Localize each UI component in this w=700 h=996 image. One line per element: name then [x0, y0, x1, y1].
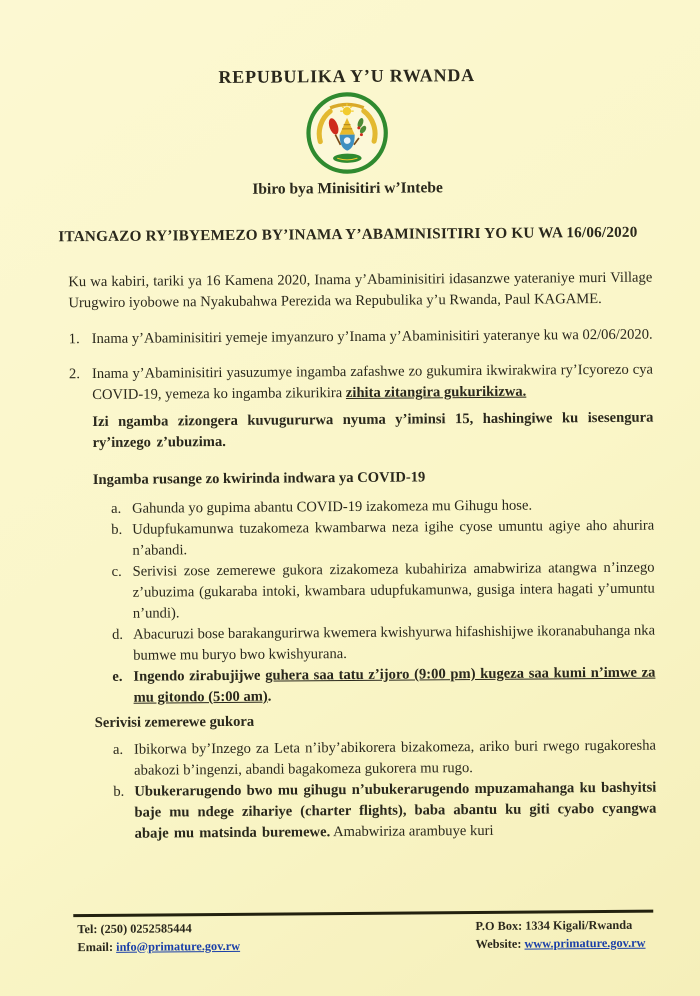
- pobox-line: P.O Box: 1334 Kigali/Rwanda: [475, 917, 633, 934]
- decision-item-2: [69, 360, 653, 407]
- list-marker: e.: [112, 668, 123, 685]
- curfew-lead: Ingendo zirabujijwe: [133, 667, 266, 685]
- website-label: Website:: [475, 936, 525, 951]
- general-measures-list: [111, 495, 656, 709]
- footer-divider: [73, 910, 653, 918]
- list-item-c: [111, 558, 654, 625]
- email-link[interactable]: info@primature.gov.rw: [116, 938, 241, 954]
- footer-contact-block: [77, 917, 645, 956]
- list-item-a: [113, 736, 656, 782]
- list-marker: c.: [111, 563, 122, 580]
- section-heading-allowed-services: Serivisi zemerewe gukora: [94, 713, 255, 732]
- office-title: Ibiro bya Minisitiri w’Intebe: [252, 179, 443, 198]
- decision-item-1-text: Inama y’Abaminisitiri yemeje imyanzuro y’Inama y’Abaminisitiri yateranye ku wa 02/06/2020.: [91, 326, 653, 348]
- document-body: [0, 267, 700, 845]
- website-line: [476, 934, 646, 953]
- service-tourism: [134, 778, 656, 845]
- list-marker: 2.: [68, 366, 81, 383]
- service-government-work: Ibikorwa by’Inzego za Leta n’iby’abikorera bizakomeza, ariko buri rwego rugakoresha abakozi b’ingenzi, abandi bagakomeza gukorera mu rugo.: [133, 737, 657, 779]
- list-item-b: [113, 778, 656, 845]
- rwanda-coat-of-arms-icon: [305, 91, 390, 176]
- list-item-e: [112, 663, 655, 709]
- tourism-normal-text: Amabwiriza arambuye kuri: [330, 822, 494, 841]
- measure-services-guidelines: Serivisi zose zemerewe gukora zizakomeza kubahiriza amabwiriza atangwa n’inzego z’ubuzima (gukaraba intoki, kwambara udupfukamunwa, gusiga intera hagati y’umuntu n’undi).: [132, 559, 655, 622]
- measure-testing: Gahunda yo gupima abantu COVID-19 izakomeza mu Gihugu hose.: [132, 497, 533, 517]
- tourism-bold-text: Ubukerarugendo bwo mu gihugu n’ubukerarugendo mpuzamahanga ku bashyitsi baje mu ndege zihariye (charter flights), baba abantu ku giti cyabo cyangwa abaje mu matsinda buremewe.: [134, 779, 657, 842]
- review-note: Izi ngamba zizongera kuvugururwa nyuma y’iminsi 15, hashingiwe ku isesengura ry’inzego z’ubuzima.: [92, 409, 654, 452]
- allowed-services-list: [113, 736, 657, 845]
- document-title: ITANGAZO RY’IBYEMEZO BY’INAMA Y’ABAMINISITIRI YO KU WA 16/06/2020: [58, 223, 638, 246]
- footer-left-column: [77, 920, 240, 956]
- decision-item-2-text: [92, 360, 653, 406]
- list-item-d: [112, 621, 655, 667]
- list-marker: a.: [112, 741, 124, 758]
- curfew-hours: guhera saa tatu z’ijoro (9:00 pm) kugeza saa kumi n’imwe za mu gitondo (5:00 am): [133, 664, 656, 706]
- decision-item-2-emphasis: zihita zitangira gukurikizwa.: [345, 383, 527, 402]
- decision-item-1: [69, 325, 653, 351]
- email-line: [77, 937, 240, 956]
- footer-right-column: [475, 917, 645, 953]
- list-marker: b.: [111, 521, 123, 538]
- measure-curfew: [133, 663, 655, 709]
- list-item-b: [111, 516, 654, 562]
- list-marker: d.: [112, 626, 124, 643]
- document-header: [0, 0, 698, 201]
- list-marker: b.: [113, 783, 125, 800]
- intro-paragraph: Ku wa kabiri, tariki ya 16 Kamena 2020, Inama y’Abaminisitiri idasanzwe yateraniye muri Village Urugwiro iyobowe na Nyakubahwa Perezida wa Repubulika y’u Rwanda, Paul KAGAME.: [68, 269, 653, 312]
- section-heading-general-measures: Ingamba rusange zo kwirinda indwara ya COVID-19: [92, 469, 426, 489]
- website-link[interactable]: www.primature.gov.rw: [524, 935, 646, 951]
- curfew-tail: .: [267, 688, 272, 705]
- decision-item-2-lead: Inama y’Abaminisitiri yasuzumye ingamba zafashwe zo gukumira ikwirakwira ry’Icyorezo cya COVID-19, yemeza ko ingamba zikurikira: [91, 361, 654, 404]
- email-label: Email:: [77, 939, 117, 954]
- list-marker: 1.: [68, 331, 80, 348]
- list-marker: a.: [111, 500, 122, 517]
- measure-cashless: Abacuruzi bose barakangurirwa kwemera kwishyurwa hifashishijwe ikoranabuhanga nka bumwe mu buryo bwo kwishyurana.: [133, 622, 656, 664]
- country-title: REPUBULIKA Y’U RWANDA: [218, 65, 476, 88]
- tel-line: Tel: (250) 0252585444: [77, 921, 192, 937]
- measure-masks: Udupfukamunwa tuzakomeza kwambarwa neza igihe cyose umuntu agiye aho ahurira n’abandi.: [132, 517, 655, 559]
